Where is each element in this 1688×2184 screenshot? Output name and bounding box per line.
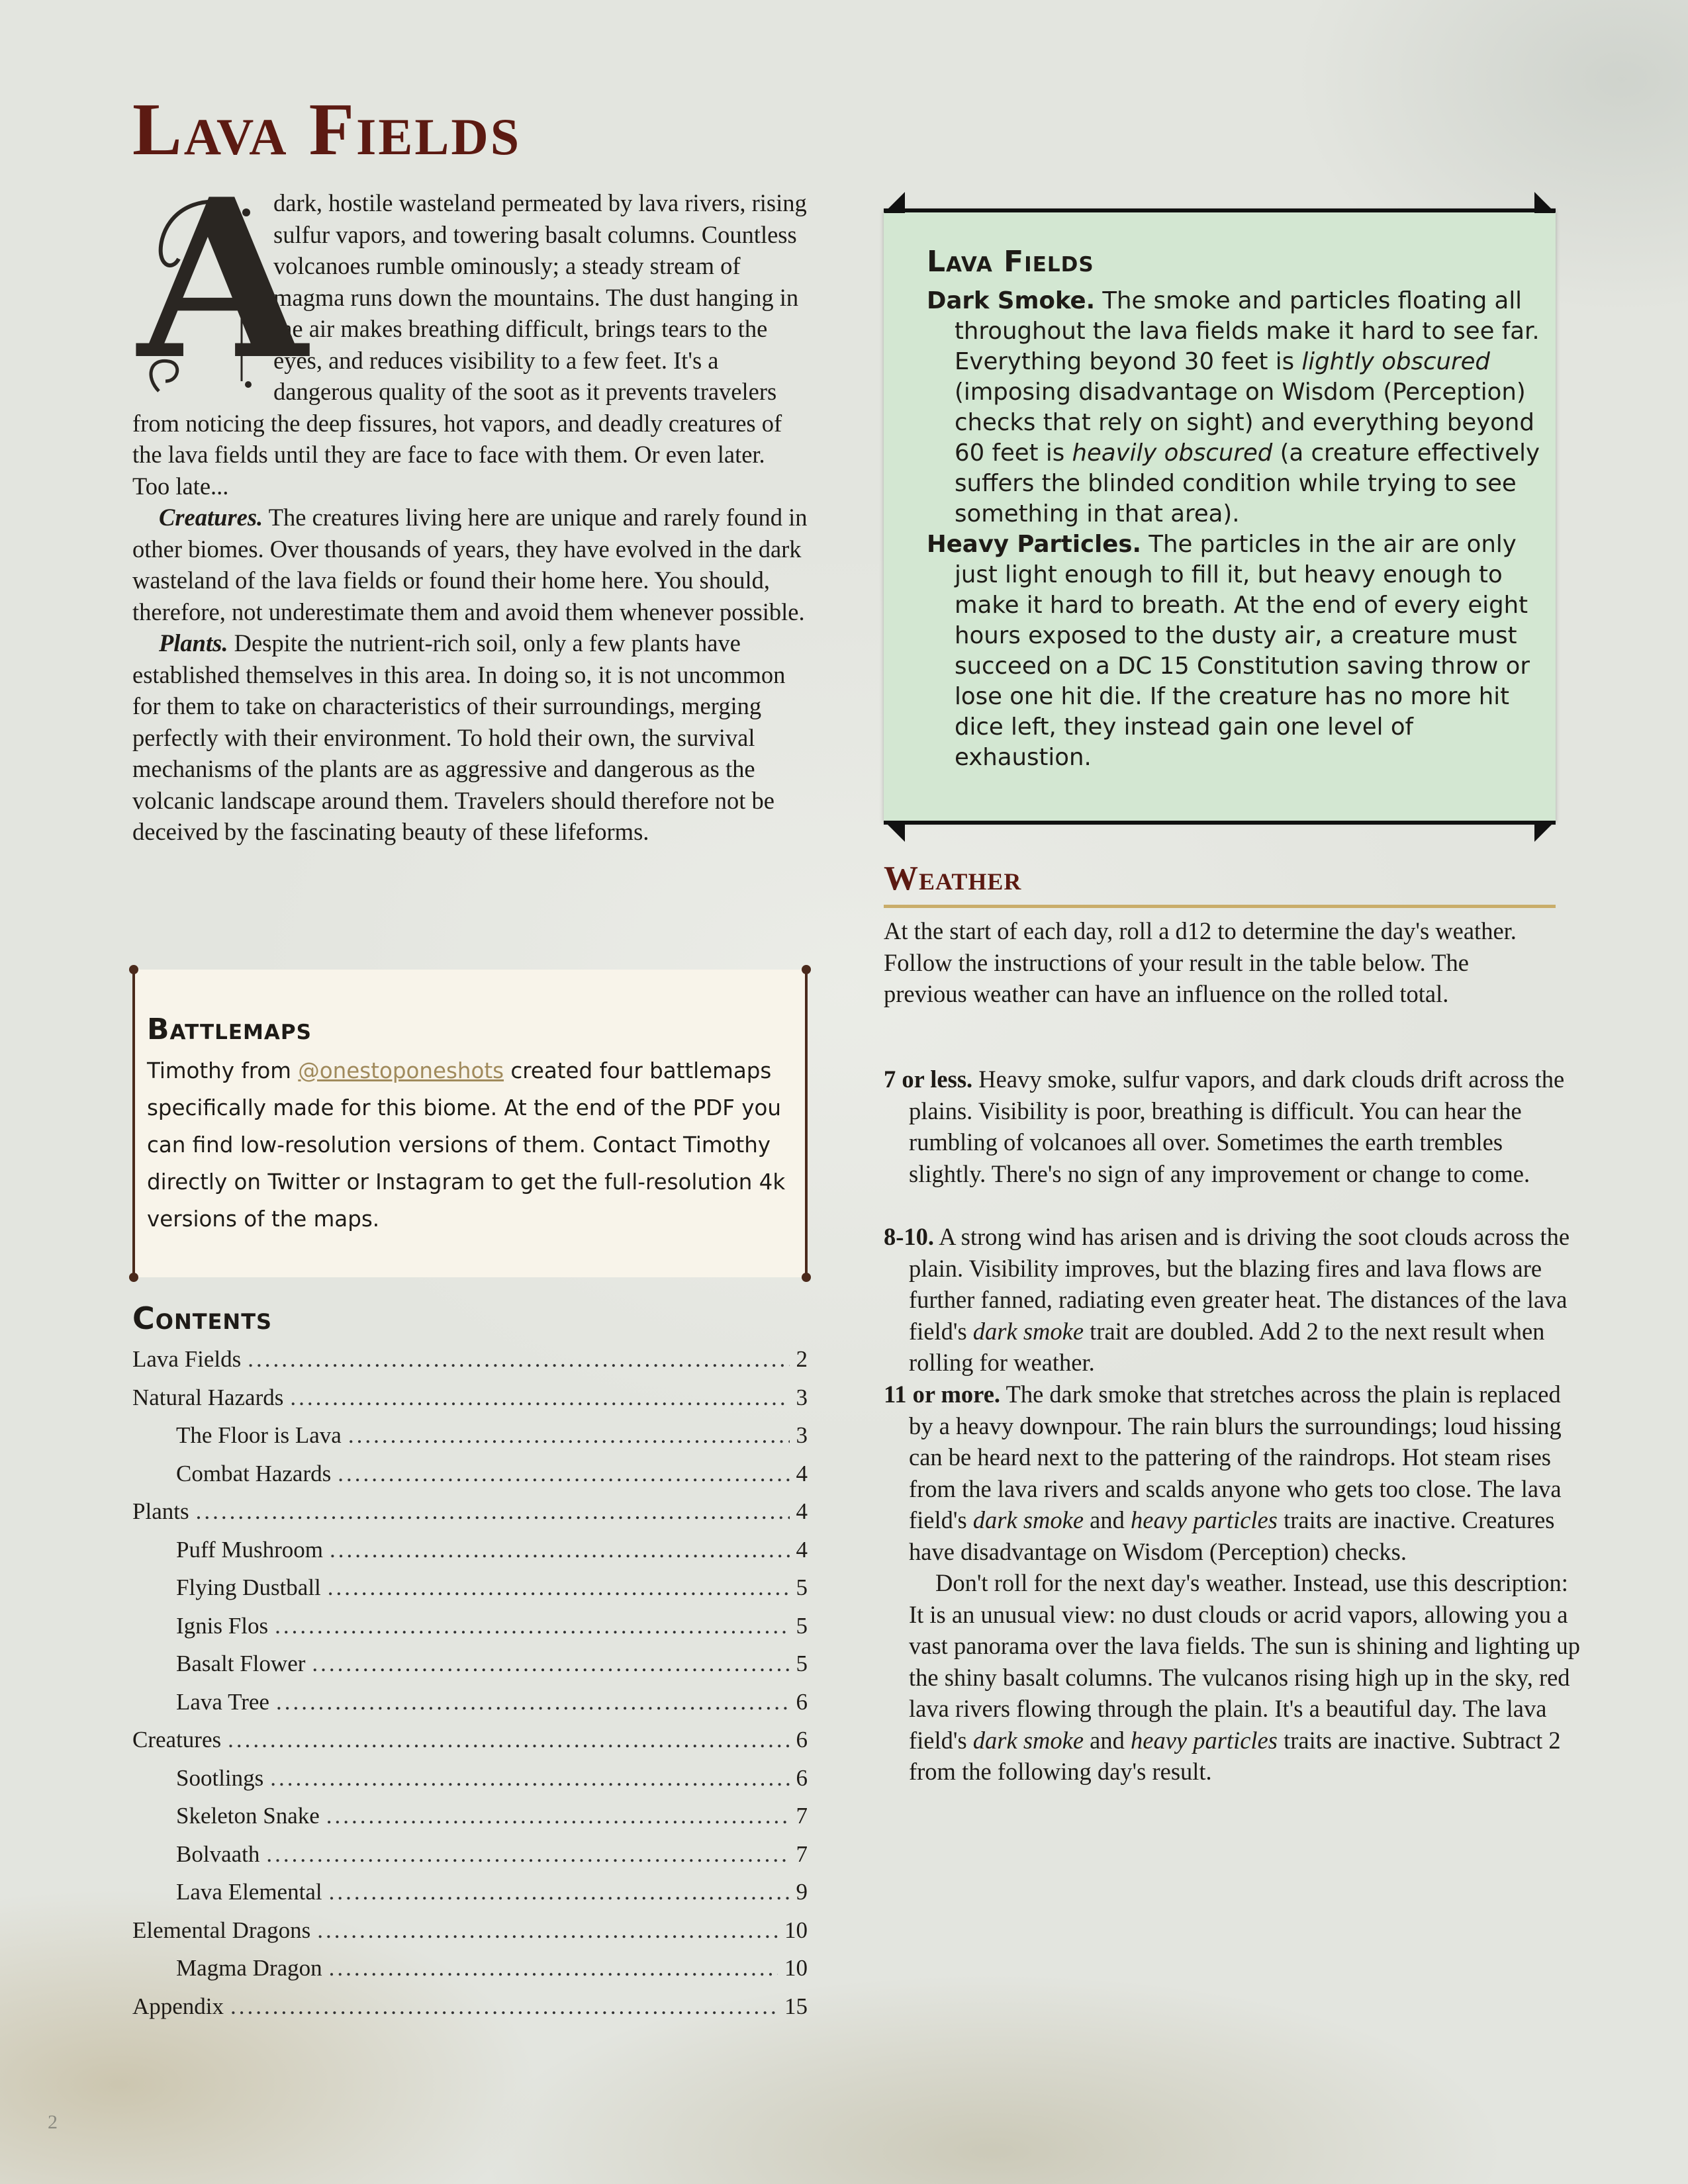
toc-leader	[338, 1455, 789, 1493]
toc-entry[interactable]	[132, 1416, 808, 1455]
dark-smoke-text: (imposing disadvantage on Wisdom (Perception) checks that rely on sight) and everything beyond 60 feet is	[955, 379, 1534, 467]
toc-page: 6	[796, 1764, 808, 1791]
toc-entry[interactable]	[132, 1379, 808, 1417]
toc-leader	[228, 1721, 789, 1759]
battlemaps-text-before: Timothy from	[147, 1058, 299, 1083]
beautiful-day-text: and	[1084, 1726, 1131, 1754]
toc-entry[interactable]	[132, 1949, 808, 1987]
toc-label: Lava Fields	[132, 1346, 242, 1372]
toc-page: 4	[796, 1460, 808, 1486]
weather-result-label: 11 or more.	[884, 1381, 1001, 1408]
weather-result-label: 8-10.	[884, 1223, 935, 1250]
dark-smoke-term: dark smoke	[972, 1506, 1084, 1533]
toc-leader	[330, 1531, 789, 1569]
heavy-particles-trait	[927, 529, 1550, 773]
box-corner-dot	[129, 1273, 138, 1282]
toc-page: 9	[796, 1879, 808, 1905]
toc-page: 10	[784, 1917, 808, 1943]
beautiful-day-text: traits are inactive. Subtract 2 from the following day's result.	[909, 1726, 1561, 1785]
toc-page: 2	[796, 1346, 808, 1372]
weather-divider	[884, 905, 1556, 908]
toc-label: Plants	[132, 1498, 189, 1524]
dark-smoke-text: The smoke and particles floating all throughout the lava fields make it hard to see far. Everything beyond 30 feet is	[955, 287, 1540, 375]
beautiful-day-paragraph	[909, 1567, 1581, 1788]
weather-result-text: trait are doubled. Add 2 to the next result when rolling for weather.	[909, 1317, 1545, 1376]
plants-text: Despite the nutrient-rich soil, only a few plants have established themselves in this area. In doing so, it is not uncommon for them to take on characteristics of their surroundings, merging perfectly with their environment. To hold their own, the survival mechanisms of the plants are as aggressive and dangerous as the volcanic landscape around them. Travelers should therefore not be deceived by the fascinating beauty of these lifeforms.	[132, 629, 786, 845]
toc-leader	[329, 1949, 778, 1987]
beautiful-day-text: Don't roll for the next day's weather. Instead, use this description: It is an unusual view: no dust clouds or acrid vapors, allowing you a vast panorama over the lava fields. The sun is shining and lighting up the shiny basalt columns. The vulcanos rising high up in the sky, red lava rivers flowing through the plain. It's a beautiful day. The lava field's	[909, 1569, 1581, 1754]
battlemaps-title: Battlemaps	[147, 1013, 312, 1046]
heavy-particles-term: heavy particles	[1131, 1726, 1278, 1754]
toc-label: Ignis Flos	[176, 1612, 269, 1639]
heavily-obscured-term: heavily obscured	[1072, 439, 1273, 467]
dark-smoke-text: (a creature effectively suffers the blinded condition while trying to see something in that area).	[955, 439, 1540, 527]
toc-entry[interactable]	[132, 1873, 808, 1911]
toc-leader	[275, 1607, 789, 1645]
toc-label: Combat Hazards	[176, 1460, 332, 1486]
toc-label: Magma Dragon	[176, 1955, 322, 1981]
weather-result-text: and	[1084, 1506, 1131, 1533]
toc-entry[interactable]	[132, 1987, 808, 2026]
toc-label: Appendix	[132, 1993, 224, 2019]
intro-section	[132, 151, 808, 848]
creatures-label: Creatures.	[159, 504, 263, 531]
toc-page: 5	[796, 1612, 808, 1639]
toc-leader	[290, 1379, 789, 1417]
toc-label: Sootlings	[176, 1764, 264, 1791]
toc-page: 4	[796, 1536, 808, 1563]
sidebar-title: Lava Fields	[927, 245, 1094, 279]
toc-leader	[312, 1645, 789, 1683]
weather-result-text: A strong wind has arisen and is driving the soot clouds across the plain. Visibility improves, but the blazing fires and lava flows are further fanned, radiating even greater heat. The distances of the lava field's	[909, 1223, 1570, 1345]
toc-page: 3	[796, 1384, 808, 1410]
sidebar-bottom-bar	[884, 821, 1556, 825]
toc-entry[interactable]	[132, 1455, 808, 1493]
toc-label: Creatures	[132, 1727, 222, 1752]
toc-page: 6	[796, 1727, 808, 1752]
toc-page: 5	[796, 1574, 808, 1600]
heavy-particles-label: Heavy Particles.	[927, 531, 1141, 558]
toc-entry[interactable]	[132, 1911, 808, 1950]
weather-result-text: Heavy smoke, sulfur vapors, and dark clouds drift across the plains. Visibility is poor, breathing is difficult. You can hear the rumbling of volcanoes all over. Sometimes the earth trembles slightly. There's no sign of any improvement or change to come.	[909, 1066, 1565, 1187]
creatures-paragraph	[132, 502, 808, 627]
toc-entry[interactable]	[132, 1492, 808, 1531]
creatures-text: The creatures living here are unique and rarely found in other biomes. Over thousands of years, they have evolved in the dark wasteland of the lava fields or found their home here. You should, therefore, not underestimate them and avoid them whenever possible.	[132, 504, 808, 625]
toc-page: 6	[796, 1688, 808, 1715]
dark-smoke-trait	[927, 286, 1550, 529]
battlemaps-text-after: created four battlemaps specifically made for this biome. At the end of the PDF you can find low-resolution versions of them. Contact Timothy directly on Twitter or Instagram to get the full-resolution 4k versions of the maps.	[147, 1058, 786, 1232]
heavy-particles-text: The particles in the air are only just light enough to fill it, but heavy enough to make it hard to breath. At the end of every eight hours exposed to the dusty air, a creature must succeed on a DC 15 Constitution saving throw or lose one hit die. If the creature has no more hit dice left, they instead gain one level of exhaustion.	[955, 531, 1530, 771]
weather-result-label: 7 or less.	[884, 1066, 973, 1093]
dark-smoke-label: Dark Smoke.	[927, 287, 1096, 314]
toc-page: 3	[796, 1422, 808, 1448]
toc-label: Elemental Dragons	[132, 1917, 311, 1943]
sidebar-corner-icon	[1534, 821, 1556, 842]
toc-entry[interactable]	[132, 1835, 808, 1874]
toc-page: 5	[796, 1651, 808, 1676]
toc-leader	[276, 1683, 790, 1721]
toc-label: Puff Mushroom	[176, 1536, 324, 1563]
page-title: Lava Fields	[132, 89, 522, 171]
weather-intro: At the start of each day, roll a d12 to determine the day's weather. Follow the instructions of your result in the table below. The previous weather can have an influence on the rolled total.	[884, 917, 1517, 1007]
sidebar-corner-icon	[1534, 192, 1556, 213]
toc-entry[interactable]	[132, 1569, 808, 1607]
toc-leader	[230, 1987, 778, 2026]
toc-page: 10	[784, 1955, 808, 1981]
drop-cap	[132, 151, 308, 408]
heavy-particles-term: heavy particles	[1131, 1506, 1278, 1533]
toc-leader	[326, 1797, 790, 1835]
toc-entry[interactable]	[132, 1531, 808, 1569]
toc-label: Lava Tree	[176, 1688, 269, 1715]
plants-paragraph	[132, 627, 808, 848]
toc-label: Lava Elemental	[176, 1879, 322, 1905]
dark-smoke-term: dark smoke	[972, 1317, 1084, 1345]
toc-leader	[270, 1759, 789, 1797]
lightly-obscured-term: lightly obscured	[1301, 348, 1490, 375]
toc-label: Natural Hazards	[132, 1384, 284, 1410]
toc-entry[interactable]	[132, 1340, 808, 1379]
toc-page: 15	[784, 1993, 808, 2019]
box-corner-dot	[802, 1273, 811, 1282]
box-corner-dot	[129, 965, 138, 974]
toc-leader	[317, 1911, 778, 1950]
toc-leader	[196, 1492, 790, 1531]
toc-page: 7	[796, 1841, 808, 1867]
contents-title: Contents	[132, 1300, 273, 1336]
toc-entry[interactable]	[132, 1721, 808, 1759]
drop-cap-letter: A	[138, 151, 308, 408]
toc-leader	[328, 1569, 790, 1607]
sidebar-top-bar	[884, 208, 1556, 212]
weather-result-text: traits are inactive. Creatures have disadvantage on Wisdom (Perception) checks.	[909, 1506, 1555, 1565]
weather-result-11-or-more	[884, 1379, 1581, 1788]
toc-label: Basalt Flower	[176, 1651, 306, 1676]
toc-entry[interactable]	[132, 1683, 808, 1721]
page-number: 2	[48, 2111, 58, 2133]
toc-label: Bolvaath	[176, 1841, 260, 1867]
toc-entry[interactable]	[132, 1797, 808, 1835]
dark-smoke-term: dark smoke	[972, 1726, 1084, 1754]
sidebar-corner-icon	[884, 821, 905, 842]
toc-leader	[348, 1416, 790, 1455]
weather-result-7-or-less	[884, 1064, 1581, 1189]
box-corner-dot	[802, 965, 811, 974]
toc-label: The Floor is Lava	[176, 1422, 342, 1448]
toc-entry[interactable]	[132, 1645, 808, 1683]
toc-page: 4	[796, 1498, 808, 1524]
plants-label: Plants.	[159, 629, 228, 657]
toc-label: Skeleton Snake	[176, 1803, 320, 1829]
battlemaps-text	[147, 1052, 789, 1238]
weather-title: Weather	[884, 860, 1022, 897]
toc-label: Flying Dustball	[176, 1574, 321, 1600]
toc-leader	[266, 1835, 789, 1874]
toc-entry[interactable]	[132, 1607, 808, 1645]
toc-entry[interactable]	[132, 1759, 808, 1797]
intro-paragraph: dark, hostile wasteland permeated by lava rivers, rising sulfur vapors, and towering basalt columns. Countless volcanoes rumble ominously; a steady stream of magma runs down the mountains. The dust hanging in the air makes breathing difficult, brings tears to the eyes, and reduces visibility to a few feet. It's a dangerous quality of the soot as it prevents travelers from noticing the deep fissures, hot vapors, and deadly creatures of the lava fields until they are face to face with them. Or even later. Too late...	[132, 189, 807, 500]
toc-leader	[248, 1340, 789, 1379]
table-of-contents	[132, 1340, 808, 2025]
weather-result-8-10	[884, 1221, 1581, 1379]
sidebar-corner-icon	[884, 192, 905, 213]
weather-result-text: The dark smoke that stretches across the plain is replaced by a heavy downpour. The rain blurs the surroundings; loud hissing can be heard next to the pattering of the raindrops. Hot steam rises from the lava rivers and scalds anyone who gets too close. The lava field's	[909, 1381, 1562, 1533]
toc-page: 7	[796, 1803, 808, 1829]
onestoponeshots-link[interactable]: @onestoponeshots	[298, 1058, 504, 1083]
toc-leader	[329, 1873, 790, 1911]
